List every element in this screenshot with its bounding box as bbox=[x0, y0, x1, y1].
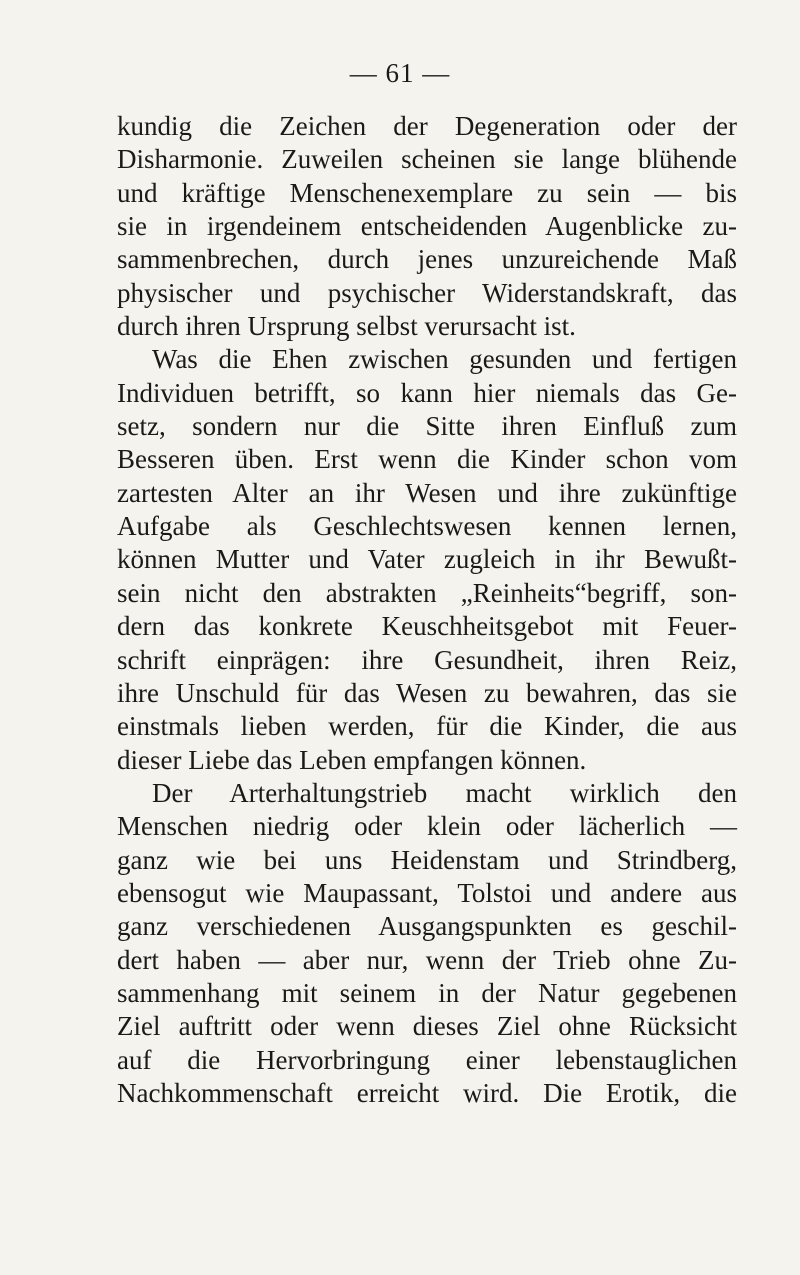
text-line: dert haben — aber nur, wenn der Trieb ohne Zu- bbox=[117, 944, 737, 975]
text-line: dern das konkrete Keuschheitsgebot mit Feuer- bbox=[117, 611, 737, 642]
text-line: Menschen niedrig oder klein oder lächerlich — bbox=[117, 811, 737, 842]
text-line: zartesten Alter an ihr Wesen und ihre zukünftige bbox=[117, 477, 737, 508]
text-line: dieser Liebe das Leben empfangen können. bbox=[117, 744, 587, 775]
text-line: setz, sondern nur die Sitte ihren Einfluß zum bbox=[117, 411, 737, 442]
text-line: durch ihren Ursprung selbst verursacht ist. bbox=[117, 311, 576, 342]
text-line: auf die Hervorbringung einer lebenstauglichen bbox=[117, 1044, 737, 1075]
text-line: können Mutter und Vater zugleich in ihr Bewußt- bbox=[117, 544, 737, 575]
body-text bbox=[117, 110, 737, 1110]
text-line: Disharmonie. Zuweilen scheinen sie lange blühende bbox=[117, 144, 737, 175]
text-line: Besseren üben. Erst wenn die Kinder schon vom bbox=[117, 444, 737, 475]
text-line: Ziel auftritt oder wenn dieses Ziel ohne Rücksicht bbox=[117, 1011, 737, 1042]
text-line: einstmals lieben werden, für die Kinder, die aus bbox=[117, 711, 737, 742]
text-line: kundig die Zeichen der Degeneration oder der bbox=[117, 111, 737, 141]
text-line: und kräftige Menschenexemplare zu sein — bis bbox=[117, 177, 737, 208]
text-line: Der Arterhaltungstrieb macht wirklich den bbox=[152, 777, 737, 808]
text-line: Aufgabe als Geschlechtswesen kennen lernen, bbox=[117, 511, 737, 542]
text-line: sammenhang mit seinem in der Natur gegebenen bbox=[117, 977, 737, 1008]
text-line: schrift einprägen: ihre Gesundheit, ihren Reiz, bbox=[117, 644, 737, 675]
text-line: ebensogut wie Maupassant, Tolstoi und andere aus bbox=[117, 877, 737, 908]
text-line: ganz wie bei uns Heidenstam und Strindberg, bbox=[117, 844, 737, 875]
text-line: ihre Unschuld für das Wesen zu bewahren, das sie bbox=[117, 677, 737, 708]
text-line: Nachkommenschaft erreicht wird. Die Erotik, die bbox=[117, 1077, 737, 1108]
text-line: Individuen betrifft, so kann hier niemals das Ge- bbox=[117, 377, 737, 408]
page-number: — 61 — bbox=[349, 58, 451, 88]
text-line: ganz verschiedenen Ausgangspunkten es geschil- bbox=[117, 911, 737, 942]
text-line: physischer und psychischer Widerstandskraft, das bbox=[117, 277, 737, 308]
text-line: Was die Ehen zwischen gesunden und fertigen bbox=[152, 344, 737, 375]
text-line: sein nicht den abstrakten „Reinheits“begriff, son- bbox=[117, 577, 737, 608]
text-line: sammenbrechen, durch jenes unzureichende Maß bbox=[117, 244, 737, 275]
text-line: sie in irgendeinem entscheidenden Augenblicke zu- bbox=[117, 211, 737, 242]
